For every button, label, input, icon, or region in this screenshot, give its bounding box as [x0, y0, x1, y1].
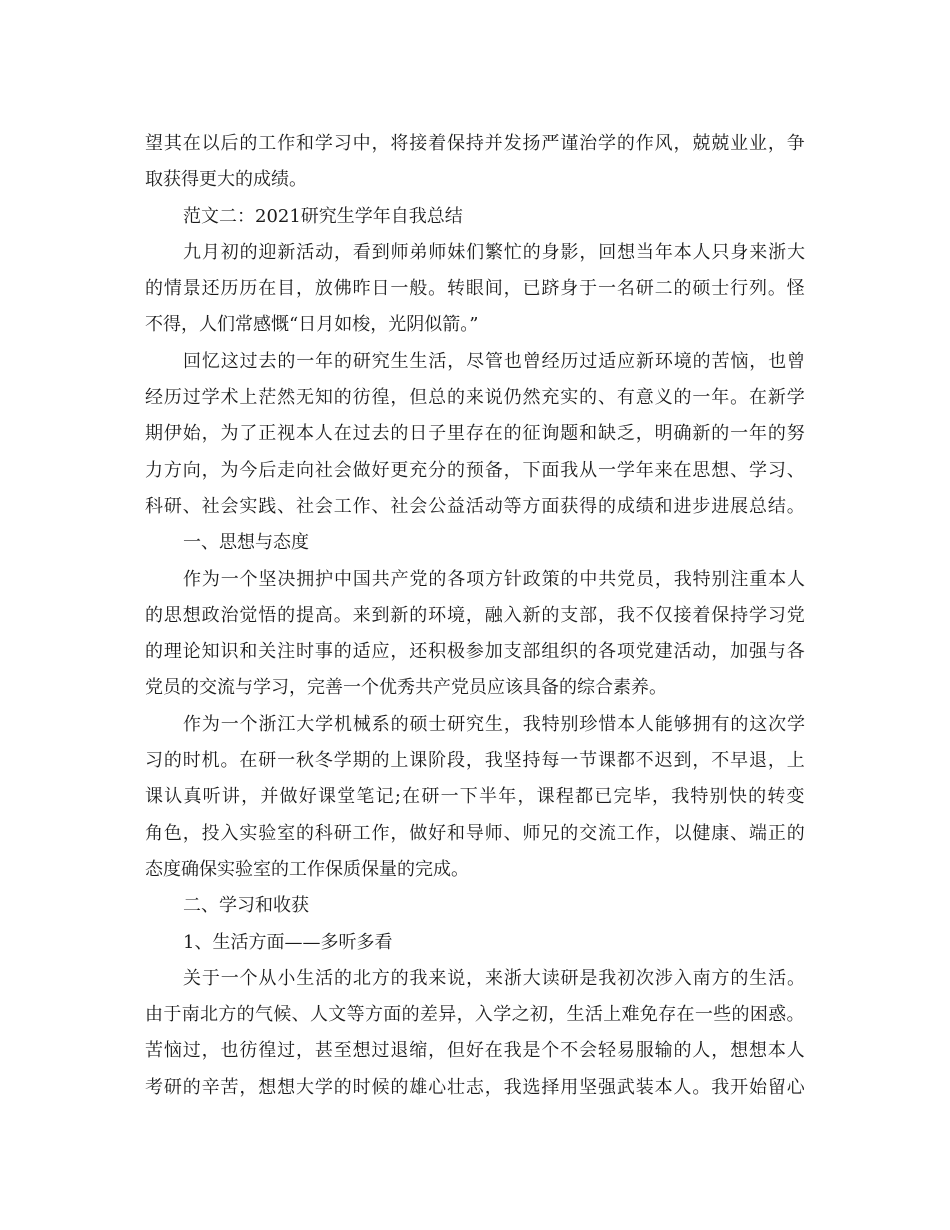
text-line: 科 研 、 社 会 实 践 、 社 会 工 作 、 社 会 公 益 活 动 等 方 面 获 得 的 成 绩 和 进 步 进 展 总 结 。 — [145, 495, 805, 517]
text-line: 范文二：2021研究生学年自我总结 — [183, 205, 463, 227]
text-line: 力 方 向 ， 为 今 后 走 向 社 会 做 好 更 充 分 的 预 备 ， 下 面 我 从 一 学 年 来 在 思 想 、 学 习 、 — [145, 459, 805, 481]
text-line: 经 历 过 学 术 上 茫 然 无 知 的 彷 徨 ， 但 总 的 来 说 仍 然 充 实 的 、 有 意 义 的 一 年 。 在 新 学 — [145, 387, 805, 409]
text-line: 回 忆 这 过 去 的 一 年 的 研 究 生 生 活 ， 尽 管 也 曾 经 历 过 适 应 新 环 境 的 苦 恼 ， 也 曾 — [183, 350, 805, 372]
text-line: 作 为 一 个 坚 决 拥 护 中 国 共 产 党 的 各 项 方 针 政 策 的 中 共 党 员 ， 我 特 别 注 重 本 人 — [183, 568, 805, 590]
text-line: 1、生活方面——多听多看 — [183, 931, 393, 953]
text-line: 二、学习和收获 — [183, 895, 309, 917]
text-line: 习 的 时 机 。 在 研 一 秋 冬 学 期 的 上 课 阶 段 ， 我 坚 持 每 一 节 课 都 不 迟 到 ， 不 早 退 ， 上 — [145, 750, 805, 772]
text-line: 课 认 真 听 讲 ， 并 做 好 课 堂 笔 记 ; 在 研 一 下 半 年 ， 课 程 都 已 完 毕 ， 我 特 别 快 的 转 变 — [145, 786, 805, 808]
text-line: 期 伊 始 ， 为 了 正 视 本 人 在 过 去 的 日 子 里 存 在 的 征 询 题 和 缺 乏 ， 明 确 新 的 一 年 的 努 — [145, 423, 805, 445]
text-line: 九 月 初 的 迎 新 活 动 ， 看 到 师 弟 师 妹 们 繁 忙 的 身 影 ， 回 想 当 年 本 人 只 身 来 浙 大 — [183, 241, 805, 263]
text-line: 关 于 一 个 从 小 生 活 的 北 方 的 我 来 说 ， 来 浙 大 读 研 是 我 初 次 涉 入 南 方 的 生 活 。 — [183, 967, 805, 989]
text-line: 望 其 在 以 后 的 工 作 和 学 习 中 ， 将 接 着 保 持 并 发 扬 严 谨 治 学 的 作 风 ， 兢 兢 业 业 ， 争 — [145, 133, 805, 154]
text-line: 苦 恼 过 ， 也 彷 徨 过 ， 甚 至 想 过 退 缩 ， 但 好 在 我 是 个 不 会 轻 易 服 输 的 人 ， 想 想 本 人 — [145, 1040, 805, 1062]
text-line: 党员的交流与学习，完善一个优秀共产党员应该具备的综合素养。 — [145, 677, 667, 699]
text-line: 由 于 南 北 方 的 气 候 、 人 文 等 方 面 的 差 异 ， 入 学 之 初 ， 生 活 上 难 免 存 在 一 些 的 困 惑 。 — [145, 1004, 805, 1026]
text-line: 一、思想与态度 — [183, 532, 309, 554]
text-line: 的 情 景 还 历 历 在 目 ， 放 佛 昨 日 一 般 。 转 眼 间 ， 已 跻 身 于 一 名 研 二 的 硕 士 行 列 。 怪 — [145, 278, 805, 300]
text-line: 考 研 的 辛 苦 ， 想 想 大 学 的 时 候 的 雄 心 壮 志 ， 我 选 择 用 坚 强 武 装 本 人 。 我 开 始 留 心 — [145, 1076, 805, 1098]
text-line: 态度确保实验室的工作保质保量的完成。 — [145, 858, 469, 880]
text-line: 的 理 论 知 识 和 关 注 时 事 的 适 应 ， 还 积 极 参 加 支 部 组 织 的 各 项 党 建 活 动 ， 加 强 与 各 — [145, 641, 805, 663]
text-line: 不得，人们常感慨“日月如梭，光阴似箭。” — [145, 314, 479, 336]
text-line: 取获得更大的成绩。 — [145, 169, 307, 191]
text-line: 的 思 想 政 治 觉 悟 的 提 高 。 来 到 新 的 环 境 ， 融 入 新 的 支 部 ， 我 不 仅 接 着 保 持 学 习 党 — [145, 604, 805, 626]
text-line: 角 色 ， 投 入 实 验 室 的 科 研 工 作 ， 做 好 和 导 师 、 师 兄 的 交 流 工 作 ， 以 健 康 、 端 正 的 — [145, 822, 805, 844]
document-page — [145, 126, 805, 1106]
text-line: 作 为 一 个 浙 江 大 学 机 械 系 的 硕 士 研 究 生 ， 我 特 别 珍 惜 本 人 能 够 拥 有 的 这 次 学 — [183, 713, 805, 735]
